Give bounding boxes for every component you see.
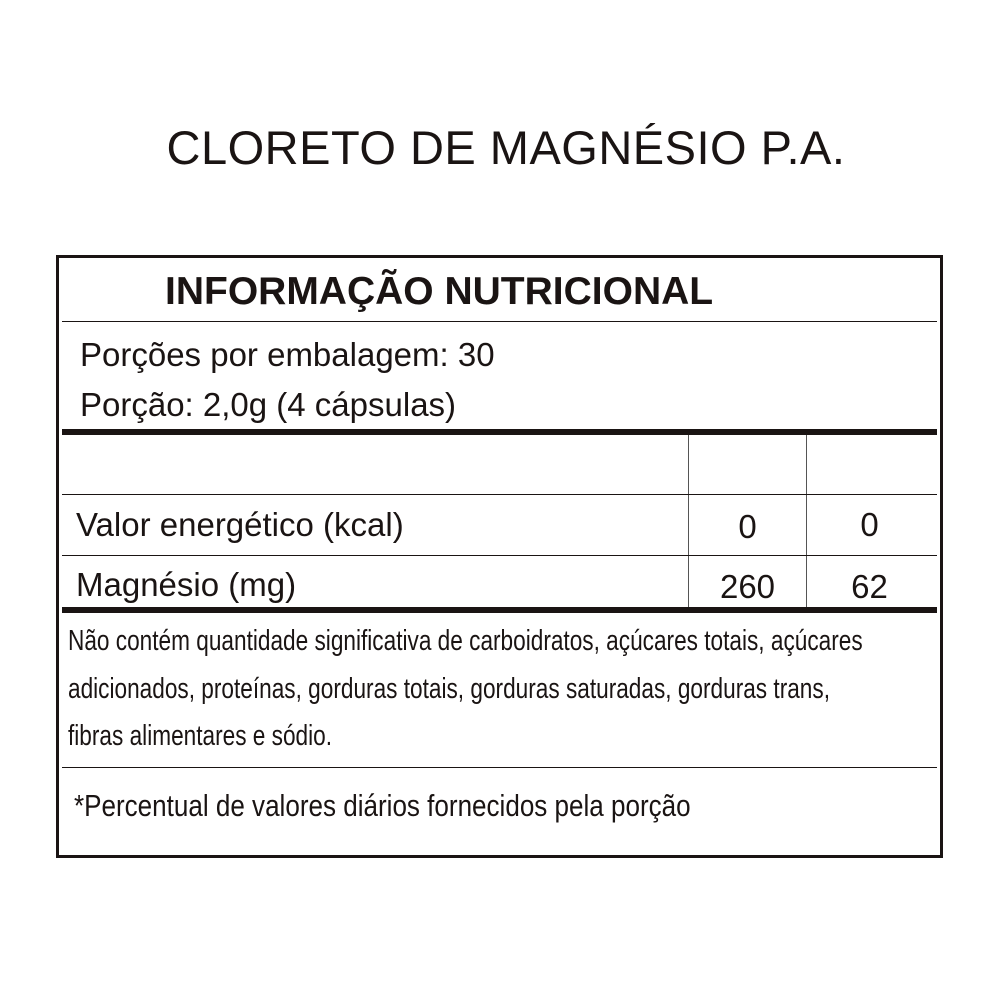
row-percent-dv: 62 <box>851 568 888 605</box>
row-per-serving: 260 <box>719 568 776 605</box>
serving-size: Porção: 2,0g (4 cápsulas) <box>80 386 457 423</box>
footnote: *Percentual de valores diários fornecidos pela porção <box>74 788 691 823</box>
divider <box>62 321 937 322</box>
divider <box>62 494 937 495</box>
row-label: Valor energético (kcal) <box>76 506 404 543</box>
divider <box>62 555 937 556</box>
servings-per-package: Porções por embalagem: 30 <box>80 336 495 373</box>
row-label: Magnésio (mg) <box>76 566 297 603</box>
note-line: adicionados, proteínas, gorduras totais, gorduras saturadas, gorduras trans, <box>68 673 830 705</box>
note-line: fibras alimentares e sódio. <box>68 720 333 752</box>
note-line: Não contém quantidade significativa de carboidratos, açúcares totais, açúcares <box>68 625 863 657</box>
row-percent-dv: 0 <box>860 506 879 543</box>
divider <box>62 767 937 768</box>
product-title: CLORETO DE MAGNÉSIO P.A. <box>166 121 846 174</box>
thick-divider <box>62 607 937 613</box>
table-heading: INFORMAÇÃO NUTRICIONAL <box>165 270 714 313</box>
row-per-serving: 0 <box>738 508 757 545</box>
